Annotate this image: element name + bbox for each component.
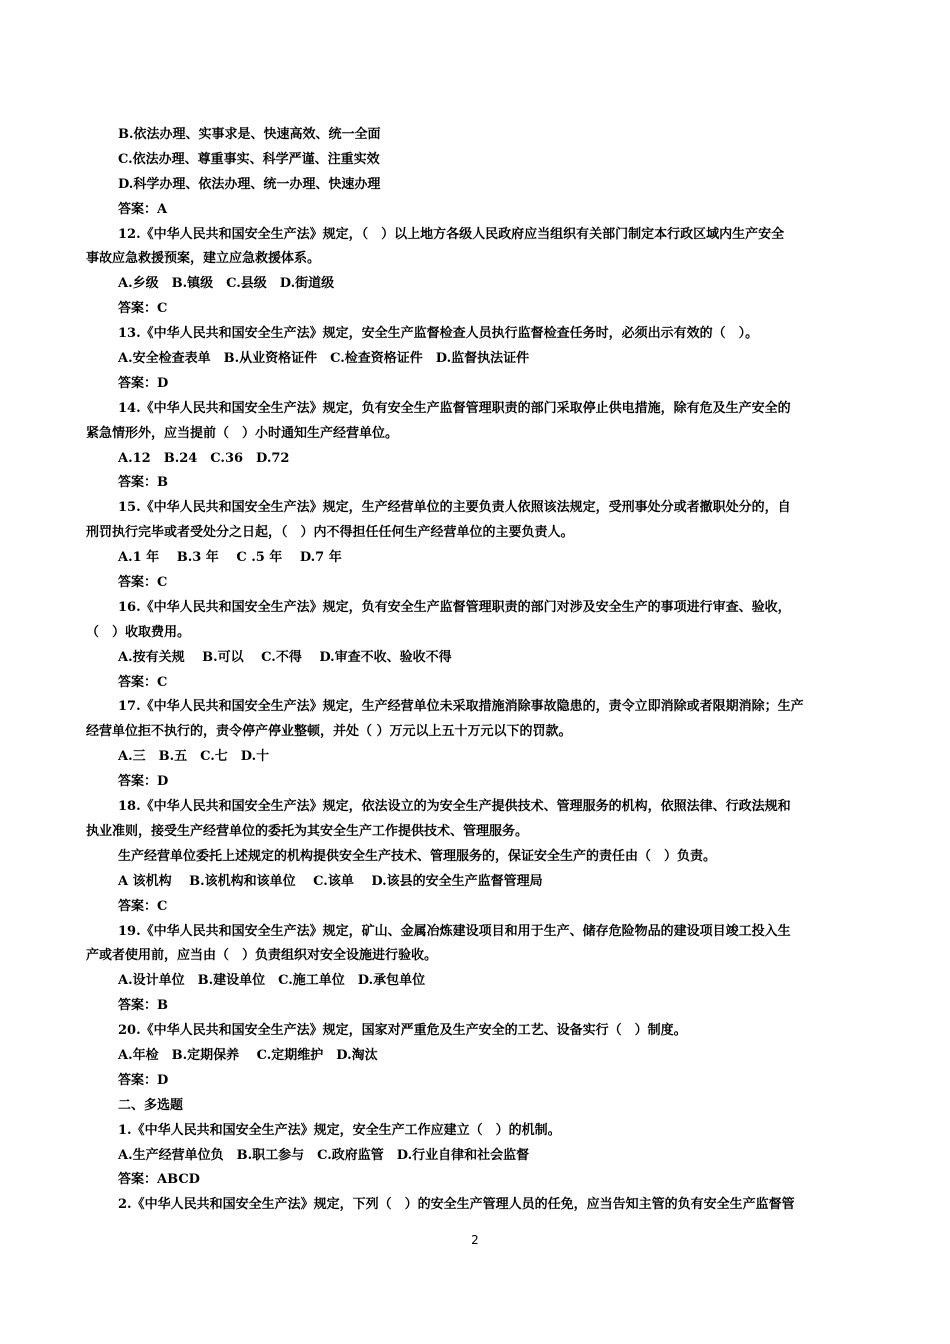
text-line: A.三 B.五 C.七 D.十: [118, 749, 270, 765]
text-line: 刑罚执行完毕或者受处分之日起，（ ）内不得担任任何生产经营单位的主要负责人。: [86, 525, 574, 541]
text-line: （ ）收取费用。: [86, 624, 191, 640]
text-line: 20.《中华人民共和国安全生产法》规定，国家对严重危及生产安全的工艺、设备实行（ ）制度。: [118, 1023, 687, 1039]
text-line: 2.《中华人民共和国安全生产法》规定，下列（ ）的安全生产管理人员的任免，应当告知主管的负有安全生产监督管: [118, 1197, 795, 1213]
text-line: 17.《中华人民共和国安全生产法》规定，生产经营单位未采取措施消除事故隐患的，责令立即消除或者限期消除；生产: [118, 699, 804, 715]
text-line: 答案：C: [118, 301, 168, 317]
text-line: 答案：B: [118, 475, 168, 491]
text-line: 产或者使用前，应当由（ ）负责组织对安全设施进行验收。: [86, 948, 438, 964]
text-line: 答案：D: [118, 375, 169, 391]
page-content: [86, 123, 864, 1218]
text-line: 执业准则，接受生产经营单位的委托为其安全生产工作提供技术、管理服务。: [86, 823, 529, 839]
text-line: 二、多选题: [118, 1097, 184, 1113]
text-line: 14.《中华人民共和国安全生产法》规定，负有安全生产监督管理职责的部门采取停止供电措施，除有危及生产安全的: [118, 400, 791, 416]
text-line: 事故应急救援预案，建立应急救援体系。: [86, 251, 321, 267]
text-line: A.安全检查表单 B.从业资格证件 C.检查资格证件 D.监督执法证件: [118, 351, 530, 367]
text-line: 19.《中华人民共和国安全生产法》规定，矿山、金属冶炼建设项目和用于生产、储存危险物品的建设项目竣工投入生: [118, 923, 791, 939]
text-line: 答案：A: [118, 201, 168, 217]
text-line: A.1 年 B.3 年 C .5 年 D.7 年: [118, 550, 342, 566]
text-line: A.12 B.24 C.36 D.72: [118, 450, 290, 466]
text-line: A 该机构 B.该机构和该单位 C.该单 D.该县的安全生产监督管理局: [118, 873, 543, 889]
text-line: 答案：D: [118, 1072, 169, 1088]
text-line: 答案：C: [118, 898, 168, 914]
text-line: 答案：C: [118, 674, 168, 690]
text-line: 紧急情形外，应当提前（ ）小时通知生产经营单位。: [86, 425, 399, 441]
text-line: 答案：D: [118, 774, 169, 790]
text-line: A.年检 B.定期保养 C.定期维护 D.淘汰: [118, 1047, 378, 1063]
text-line: B.依法办理、实事求是、快速高效、统一全面: [118, 127, 381, 142]
text-line: 答案：B: [118, 998, 168, 1014]
page-number: 2: [471, 1233, 479, 1247]
text-line: 18.《中华人民共和国安全生产法》规定，依法设立的为安全生产提供技术、管理服务的机构，依照法律、行政法规和: [118, 799, 791, 815]
text-line: D.科学办理、依法办理、统一办理、快速办理: [118, 176, 381, 192]
text-line: C.依法办理、尊重事实、科学严谨、注重实效: [118, 151, 380, 167]
text-line: 答案：C: [118, 575, 168, 591]
text-line: 1.《中华人民共和国安全生产法》规定，安全生产工作应建立（ ）的机制。: [118, 1122, 561, 1138]
text-line: 答案：ABCD: [118, 1172, 200, 1188]
text-line: A.设计单位 B.建设单位 C.施工单位 D.承包单位: [118, 973, 426, 989]
text-line: 生产经营单位委托上述规定的机构提供安全生产技术、管理服务的，保证安全生产的责任由（ ）负责。: [118, 848, 717, 864]
text-line: A.生产经营单位负 B.职工参与 C.政府监管 D.行业自律和社会监督: [118, 1147, 530, 1163]
text-line: A.按有关规 B.可以 C.不得 D.审查不收、验收不得: [118, 649, 452, 665]
text-line: 12.《中华人民共和国安全生产法》规定，（ ）以上地方各级人民政府应当组织有关部门制定本行政区域内生产安全: [118, 226, 785, 242]
text-line: 13.《中华人民共和国安全生产法》规定，安全生产监督检查人员执行监督检查任务时，必须出示有效的（ ）。: [118, 326, 759, 342]
text-line: 16.《中华人民共和国安全生产法》规定，负有安全生产监督管理职责的部门对涉及安全生产的事项进行审查、验收，: [118, 599, 791, 615]
text-line: A.乡级 B.镇级 C.县级 D.街道级: [118, 276, 335, 292]
text-line: 15.《中华人民共和国安全生产法》规定，生产经营单位的主要负责人依照该法规定，受刑事处分或者撤职处分的，自: [118, 500, 791, 516]
text-line: 经营单位拒不执行的，责令停产停业整顿，并处（ ）万元以上五十万元以下的罚款。: [86, 724, 572, 740]
